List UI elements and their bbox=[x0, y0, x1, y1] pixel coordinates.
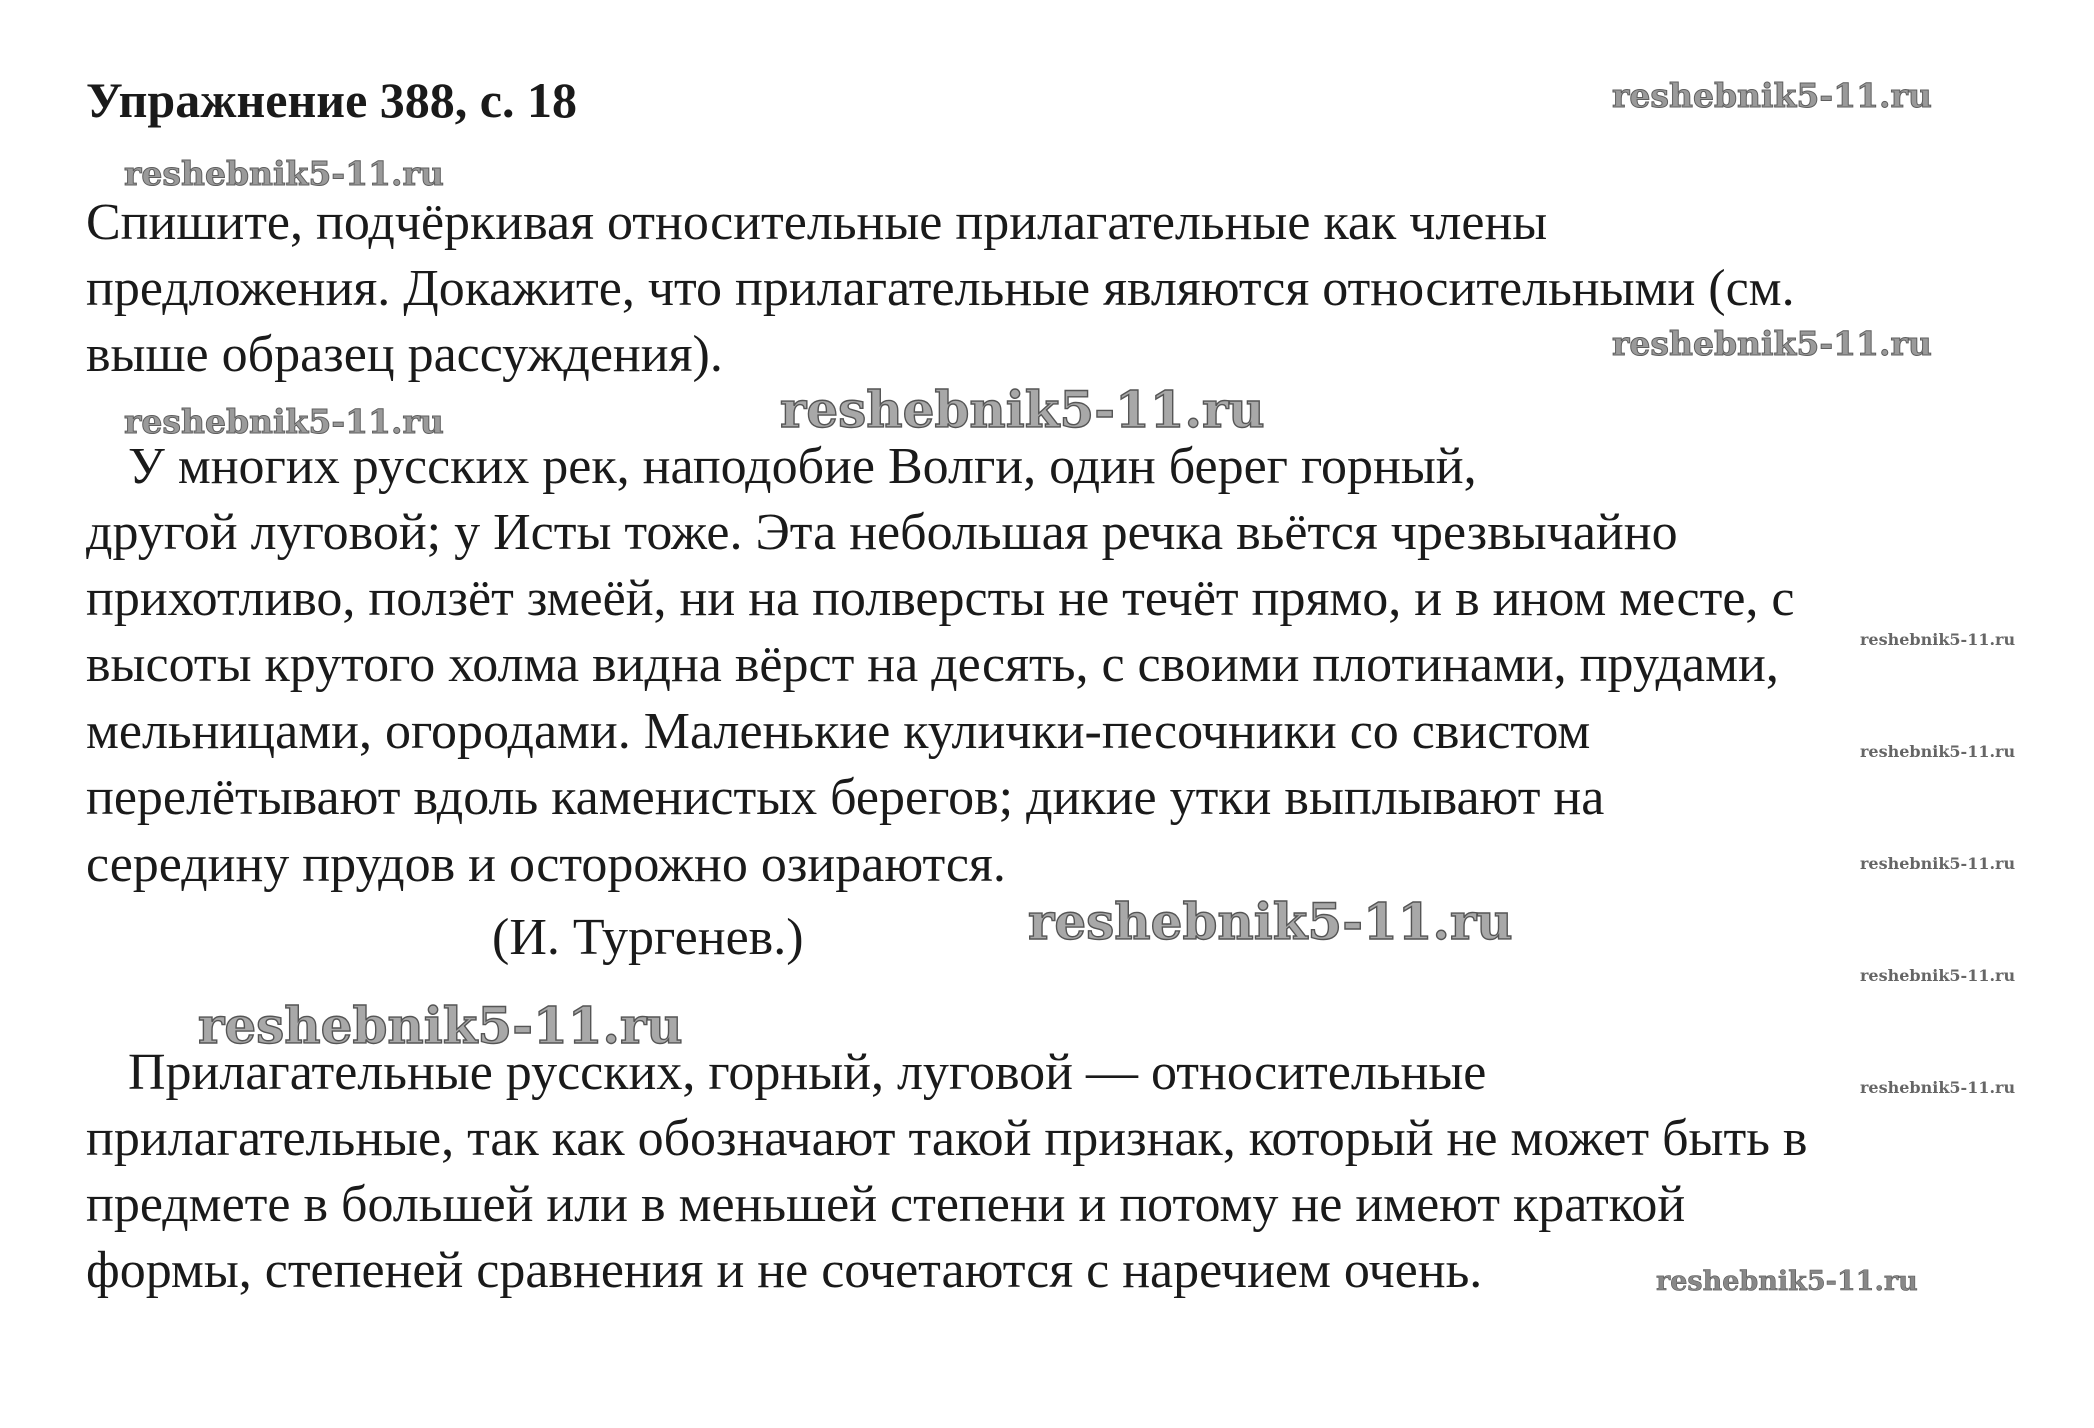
excerpt-author: (И. Тургенев.) bbox=[492, 909, 804, 966]
excerpt-line-2: другой луговой; у Исты тоже. Эта небольшая речка вьётся чрезвычайно bbox=[86, 504, 1678, 561]
answer-line-3: предмете в большей или в меньшей степени и потому не имеют краткой bbox=[86, 1176, 1686, 1233]
watermark: reshebnik5-11.ru bbox=[198, 996, 683, 1055]
watermark: reshebnik5-11.ru bbox=[1656, 1266, 1918, 1297]
watermark: reshebnik5-11.ru bbox=[1612, 76, 1932, 115]
watermark: reshebnik5-11.ru bbox=[780, 380, 1265, 439]
answer-line-2: прилагательные, так как обозначают такой признак, который не может быть в bbox=[86, 1110, 1808, 1167]
task-line-2: предложения. Докажите, что прилагательные являются относительными (см. bbox=[86, 260, 1795, 317]
answer-line-4: формы, степеней сравнения и не сочетаются с наречием очень. bbox=[86, 1242, 1483, 1299]
watermark: reshebnik5-11.ru bbox=[1860, 742, 2016, 761]
excerpt-line-4: высоты крутого холма видна вёрст на десять, с своими плотинами, прудами, bbox=[86, 636, 1779, 693]
watermark: reshebnik5-11.ru bbox=[1860, 1078, 2016, 1097]
task-line-1: Спишите, подчёркивая относительные прилагательные как члены bbox=[86, 194, 1548, 251]
watermark: reshebnik5-11.ru bbox=[124, 154, 444, 193]
watermark: reshebnik5-11.ru bbox=[1612, 324, 1932, 363]
excerpt-line-1: У многих русских рек, наподобие Волги, один берег горный, bbox=[128, 438, 1477, 495]
watermark: reshebnik5-11.ru bbox=[1860, 966, 2016, 985]
excerpt-line-7: середину прудов и осторожно озираются. bbox=[86, 836, 1006, 893]
page-title: Упражнение 388, с. 18 bbox=[86, 72, 577, 128]
excerpt-line-5: мельницами, огородами. Маленькие кулички-песочники со свистом bbox=[86, 703, 1591, 760]
watermark: reshebnik5-11.ru bbox=[1028, 892, 1513, 951]
watermark: reshebnik5-11.ru bbox=[124, 402, 444, 441]
answer-line-1: Прилагательные русских, горный, луговой — относительные bbox=[128, 1044, 1487, 1101]
task-line-3: выше образец рассуждения). bbox=[86, 326, 723, 383]
watermark: reshebnik5-11.ru bbox=[1860, 630, 2016, 649]
excerpt-line-3: прихотливо, ползёт змеёй, ни на полверсты не течёт прямо, и в ином месте, с bbox=[86, 570, 1795, 627]
watermark: reshebnik5-11.ru bbox=[1860, 854, 2016, 873]
excerpt-line-6: перелётывают вдоль каменистых берегов; дикие утки выплывают на bbox=[86, 769, 1605, 826]
